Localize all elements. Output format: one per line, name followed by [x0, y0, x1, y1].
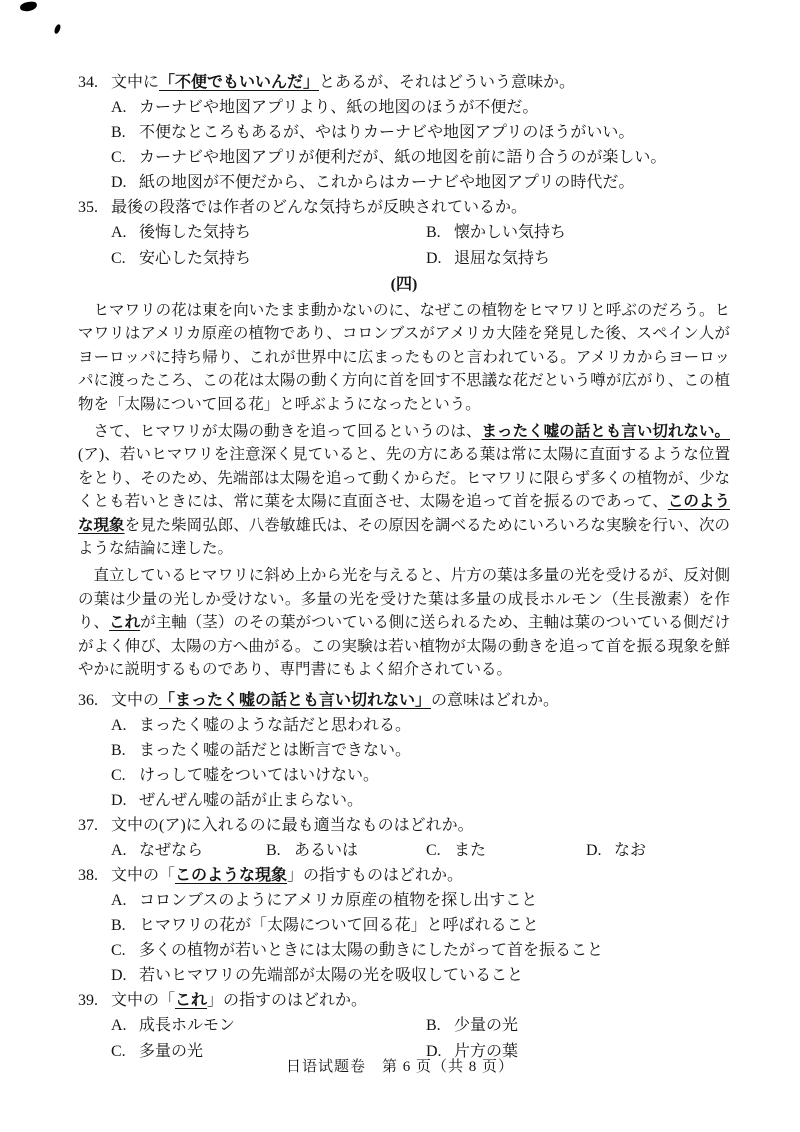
question-stem-text	[111, 688, 730, 713]
plain-text: 文中に	[111, 74, 160, 91]
question-number: 35.	[78, 199, 98, 216]
option-label: C.	[111, 1042, 126, 1060]
question-38	[78, 863, 730, 988]
question-number: 37.	[78, 816, 98, 834]
option-label: D.	[426, 250, 442, 267]
option-text: カーナビや地図アプリより、紙の地図のほうが不便だ。	[139, 99, 539, 116]
option-text: 安心した気持ち	[139, 250, 252, 267]
plain-text: (ア)、若いヒマワリを注意深く見ていると、先の方にある葉は常に太陽に直面するような位置をとり、そのため、先端部は太陽を追って動くからだ。ヒマワリに限らず多くの植物が、少なくとも若いときには、常に葉を太陽に直面させ、太陽を追って首を振るのであって、	[78, 446, 730, 511]
option-label: A.	[111, 99, 127, 116]
option-a	[111, 838, 266, 863]
option-text: 紙の地図が不便だから、これからはカーナビや地図アプリの時代だ。	[139, 174, 635, 191]
plain-text: 文中の「	[111, 866, 176, 884]
plain-text: の意味はどれか。	[431, 691, 560, 709]
option-d	[111, 788, 730, 813]
question-38-stem	[78, 863, 730, 888]
option-label: D.	[586, 841, 602, 859]
option-text: まったく嘘のような話だと思われる。	[139, 716, 412, 734]
option-b	[426, 1013, 730, 1039]
option-d	[111, 170, 730, 195]
option-label: B.	[426, 1016, 441, 1034]
option-text: なお	[614, 841, 647, 859]
plain-text: 」の指すものはどれか。	[287, 866, 464, 884]
option-text: 懐かしい気持ち	[454, 224, 567, 241]
option-text: 退屈な気持ち	[454, 250, 551, 267]
question-35-stem	[78, 195, 730, 220]
question-number: 34.	[78, 74, 98, 91]
question-36-stem	[78, 688, 730, 713]
option-label: A.	[111, 224, 127, 241]
plain-text: さて、ヒマワリが太陽の動きを追って回るというのは、	[93, 423, 482, 441]
question-39	[78, 988, 730, 1065]
plain-text: が主軸（茎）のその葉がついている側に送られるため、主軸は葉のついている側だけがよく伸び、太陽の方へ曲がる。この実験は若い植物が太陽の動きを追って首を振る現象を鮮やかに説明するものであり、専門書にもよく紹介されている。	[78, 614, 730, 679]
option-text: まったく嘘の話だとは断言できない。	[139, 741, 412, 759]
option-text: コロンブスのようにアメリカ原産の植物を探し出すこと	[139, 891, 538, 909]
option-c	[111, 763, 730, 788]
option-label: A.	[111, 891, 127, 909]
option-b	[266, 838, 426, 863]
option-label: C.	[111, 149, 126, 166]
option-label: B.	[111, 124, 126, 141]
option-label: A.	[111, 841, 127, 859]
option-label: D.	[426, 1042, 442, 1060]
option-label: C.	[111, 250, 126, 267]
option-label: D.	[111, 966, 127, 984]
question-34	[78, 70, 730, 195]
option-text: 少量の光	[454, 1016, 519, 1034]
option-a	[111, 1013, 426, 1039]
option-text: カーナビや地図アプリが便利だが、紙の地図を前に語り合うのが楽しい。	[139, 149, 667, 166]
option-text: なぜなら	[139, 841, 204, 859]
option-label: B.	[111, 741, 126, 759]
plain-text: ヒマワリの花は東を向いたまま動かないのに、なぜこの植物をヒマワリと呼ぶのだろう。ヒマワリはアメリカ原産の植物であり、コロンブスがアメリカ大陸を発見した後、スペイン人がヨーロッパに持ち帰り、これが世界中に広まったものと言われている。アメリカからヨーロッパに渡ったころ、この花は太陽の動く方向に首を回す不思議な花だという噂が広がり、この植物を「太陽について回る花」と呼ぶようになったという。	[78, 302, 730, 413]
option-a	[111, 95, 730, 120]
option-d	[111, 963, 730, 988]
option-a	[111, 888, 730, 913]
option-text: ぜんぜん嘘の話が止まらない。	[139, 791, 364, 809]
option-label: B.	[111, 916, 126, 934]
question-37-stem	[78, 813, 730, 838]
question-35	[78, 195, 730, 272]
option-c	[111, 246, 426, 272]
option-b	[426, 220, 730, 246]
option-text: 成長ホルモン	[139, 1016, 236, 1034]
option-b	[111, 120, 730, 145]
plain-text: を見た柴岡弘郎、八巻敏雄氏は、その原因を調べるためにいろいろな実験を行い、次のような結論に達した。	[78, 516, 730, 558]
option-text: 不便なところもあるが、やはりカーナビや地図アプリのほうがいい。	[139, 124, 635, 141]
question-37-options	[111, 838, 730, 863]
option-label: C.	[111, 766, 126, 784]
emphasized-text: 「まったく嘘の話とも言い切れない」	[159, 691, 432, 709]
option-text: けっして嘘をついてはいけない。	[139, 766, 380, 784]
option-text: ヒマワリの花が「太陽について回る花」と呼ばれること	[139, 916, 539, 934]
question-stem-text	[111, 70, 730, 95]
question-37	[78, 813, 730, 863]
plain-text: 直立しているヒマワリに斜め上から光を与えると、片方の葉は多量の光を受けるが、反対側の葉は少量の光しか受けない。多量の光を受けた葉は多量の成長ホルモン（生長激素）を作り、	[78, 567, 730, 632]
plain-text: 文中の	[111, 691, 160, 709]
page-footer: 日语试题卷 第 6 页（共 8 页）	[285, 1059, 514, 1075]
emphasized-text: これ	[175, 991, 208, 1009]
plain-text: 文中の「	[111, 991, 176, 1009]
emphasized-text: これ	[109, 614, 141, 632]
emphasized-text: このような現象	[175, 866, 288, 884]
option-d	[426, 246, 730, 272]
option-label: C.	[426, 841, 441, 859]
option-a	[111, 220, 426, 246]
question-34-options	[111, 95, 730, 195]
option-c	[111, 938, 730, 963]
emphasized-text: まったく嘘の話とも言い切れない。	[481, 423, 730, 441]
option-label: B.	[426, 224, 441, 241]
option-d	[586, 838, 730, 863]
passage-paragraph-1	[78, 299, 730, 416]
option-text: あるいは	[294, 841, 359, 859]
question-number: 39.	[78, 991, 98, 1009]
option-c	[426, 838, 586, 863]
plain-text: 」の指すのはどれか。	[207, 991, 368, 1009]
option-c	[111, 145, 730, 170]
option-b	[111, 913, 730, 938]
plain-text: とあるが、それはどういう意味か。	[319, 74, 576, 91]
question-stem-text	[111, 988, 730, 1013]
option-text: また	[454, 841, 487, 859]
question-stem-text	[111, 813, 730, 838]
plain-text: 文中の(ア)に入れるのに最も適当なものはどれか。	[111, 816, 474, 834]
question-35-options	[111, 220, 730, 272]
passage-paragraph-3	[78, 564, 730, 681]
option-a	[111, 713, 730, 738]
section-4-heading: (四)	[390, 276, 418, 293]
option-label: D.	[111, 174, 127, 191]
question-38-options	[111, 888, 730, 988]
option-label: A.	[111, 716, 127, 734]
option-label: C.	[111, 941, 126, 959]
option-b	[111, 738, 730, 763]
option-text: 多量の光	[139, 1042, 204, 1060]
question-36-options	[111, 713, 730, 813]
option-label: A.	[111, 1016, 127, 1034]
question-number: 38.	[78, 866, 98, 884]
plain-text: 最後の段落では作者のどんな気持ちが反映されているか。	[111, 199, 528, 216]
passage-paragraph-2	[78, 420, 730, 560]
question-36	[78, 688, 730, 813]
option-label: B.	[266, 841, 281, 859]
emphasized-text: 「不便でもいいんだ」	[159, 74, 320, 91]
question-stem-text	[111, 195, 730, 220]
question-stem-text	[111, 863, 730, 888]
option-text: 片方の葉	[454, 1042, 519, 1060]
option-label: D.	[111, 791, 127, 809]
emphasized-text: このような現象	[78, 493, 730, 534]
option-text: 後悔した気持ち	[139, 224, 252, 241]
option-text: 多くの植物が若いときには太陽の動きにしたがって首を振ること	[139, 941, 604, 959]
question-39-stem	[78, 988, 730, 1013]
question-34-stem	[78, 70, 730, 95]
question-number: 36.	[78, 691, 98, 709]
option-text: 若いヒマワリの先端部が太陽の光を吸収していること	[139, 966, 524, 984]
reading-passage	[78, 299, 730, 682]
